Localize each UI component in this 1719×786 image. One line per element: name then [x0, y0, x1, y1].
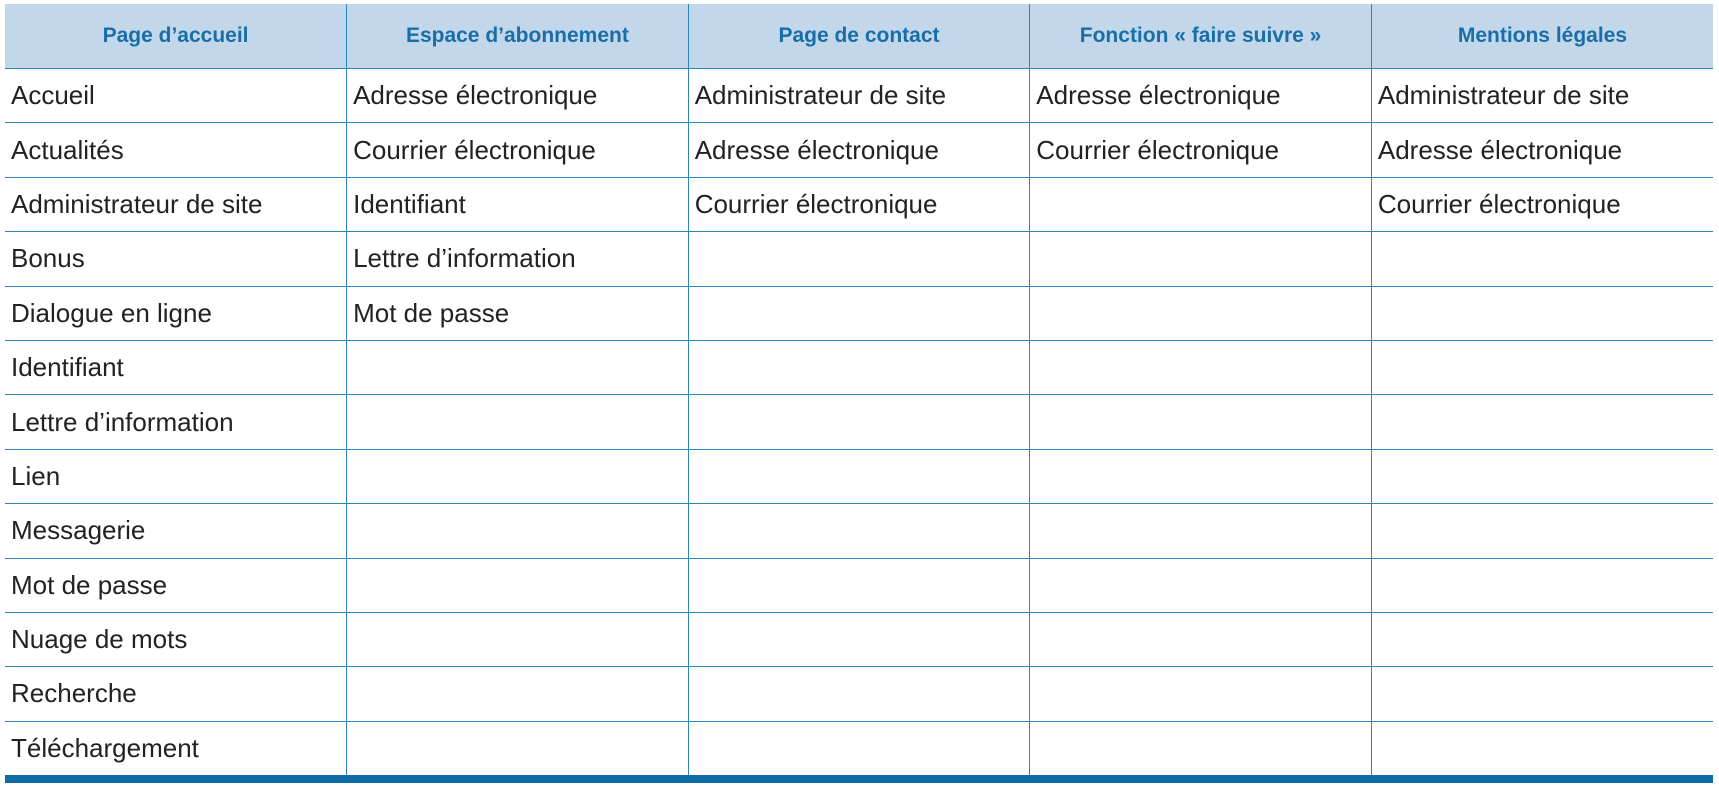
- table-cell: [347, 721, 689, 775]
- table-cell: [1371, 667, 1713, 721]
- table-cell: [1030, 286, 1372, 340]
- table-cell: [347, 612, 689, 666]
- table-row: [5, 558, 1713, 612]
- table-cell: [1030, 667, 1372, 721]
- column-header-page-contact: Page de contact: [688, 4, 1030, 69]
- table-cell: [688, 612, 1030, 666]
- table-cell: [1371, 449, 1713, 503]
- table-cell: Courrier électronique: [1030, 123, 1372, 177]
- table-cell: [347, 340, 689, 394]
- table-row: [5, 340, 1713, 394]
- table-row: [5, 612, 1713, 666]
- table-row: [5, 449, 1713, 503]
- table-body: [5, 69, 1713, 776]
- table-cell: Administrateur de site: [688, 69, 1030, 123]
- table-cell: Adresse électronique: [688, 123, 1030, 177]
- table-cell: [1371, 232, 1713, 286]
- table-cell: [1030, 721, 1372, 775]
- table-cell: [1030, 504, 1372, 558]
- table-cell: [1030, 395, 1372, 449]
- table-row: [5, 721, 1713, 775]
- table-cell: Mot de passe: [5, 558, 347, 612]
- table-row: [5, 177, 1713, 231]
- table-cell: Adresse électronique: [1030, 69, 1372, 123]
- table-cell: Lettre d’information: [5, 395, 347, 449]
- table-cell: [1030, 232, 1372, 286]
- table-cell: [1030, 449, 1372, 503]
- column-header-mentions-legales: Mentions légales: [1371, 4, 1713, 69]
- table-cell: [1371, 395, 1713, 449]
- table-cell: Identifiant: [347, 177, 689, 231]
- vocabulary-table: [5, 4, 1713, 775]
- table-cell: [347, 504, 689, 558]
- vocabulary-table-container: [5, 4, 1713, 783]
- table-cell: [688, 667, 1030, 721]
- table-row: [5, 667, 1713, 721]
- table-cell: [1030, 612, 1372, 666]
- table-cell: [347, 667, 689, 721]
- table-cell: Nuage de mots: [5, 612, 347, 666]
- table-cell: [1030, 558, 1372, 612]
- table-cell: Lien: [5, 449, 347, 503]
- table-cell: [688, 721, 1030, 775]
- table-cell: Adresse électronique: [347, 69, 689, 123]
- table-cell: Accueil: [5, 69, 347, 123]
- table-row: [5, 286, 1713, 340]
- table-cell: Recherche: [5, 667, 347, 721]
- table-cell: Lettre d’information: [347, 232, 689, 286]
- table-cell: Dialogue en ligne: [5, 286, 347, 340]
- table-cell: [1030, 177, 1372, 231]
- table-cell: [688, 449, 1030, 503]
- table-cell: [1030, 340, 1372, 394]
- table-cell: [1371, 286, 1713, 340]
- table-cell: Courrier électronique: [688, 177, 1030, 231]
- table-cell: Courrier électronique: [1371, 177, 1713, 231]
- table-row: [5, 232, 1713, 286]
- table-cell: [688, 232, 1030, 286]
- table-cell: [688, 395, 1030, 449]
- table-row: [5, 123, 1713, 177]
- table-cell: [688, 504, 1030, 558]
- table-cell: Adresse électronique: [1371, 123, 1713, 177]
- table-cell: Messagerie: [5, 504, 347, 558]
- table-cell: [688, 558, 1030, 612]
- table-bottom-rule: [5, 775, 1713, 783]
- table-cell: [1371, 504, 1713, 558]
- table-cell: Courrier électronique: [347, 123, 689, 177]
- table-cell: Actualités: [5, 123, 347, 177]
- table-cell: [1371, 340, 1713, 394]
- table-row: [5, 504, 1713, 558]
- table-cell: [688, 340, 1030, 394]
- table-row: [5, 395, 1713, 449]
- column-header-faire-suivre: Fonction « faire suivre »: [1030, 4, 1372, 69]
- table-cell: [347, 558, 689, 612]
- table-cell: [1371, 721, 1713, 775]
- column-header-page-accueil: Page d’accueil: [5, 4, 347, 69]
- table-cell: Téléchargement: [5, 721, 347, 775]
- table-cell: [347, 449, 689, 503]
- table-cell: Administrateur de site: [5, 177, 347, 231]
- table-cell: [1371, 612, 1713, 666]
- header-row: [5, 4, 1713, 69]
- table-row: [5, 69, 1713, 123]
- table-cell: Bonus: [5, 232, 347, 286]
- table-cell: [347, 395, 689, 449]
- table-cell: Administrateur de site: [1371, 69, 1713, 123]
- table-cell: [1371, 558, 1713, 612]
- table-cell: [688, 286, 1030, 340]
- table-cell: Mot de passe: [347, 286, 689, 340]
- table-cell: Identifiant: [5, 340, 347, 394]
- column-header-espace-abonnement: Espace d’abonnement: [347, 4, 689, 69]
